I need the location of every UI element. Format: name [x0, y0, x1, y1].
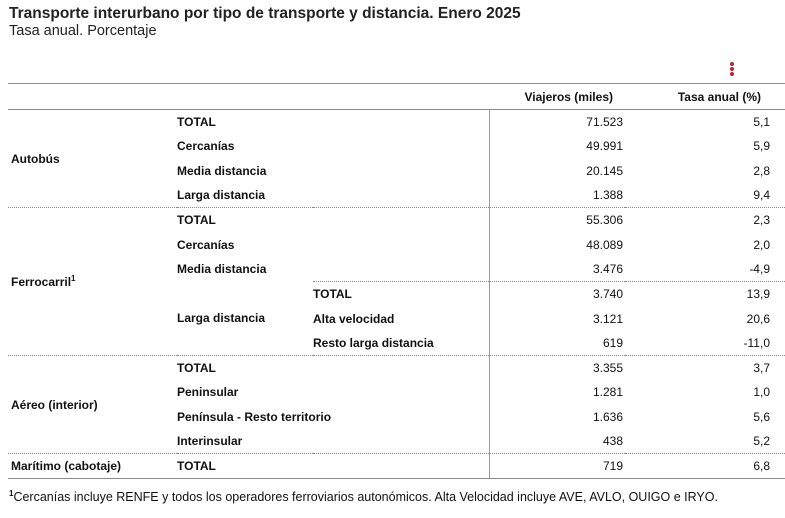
- tasa-value: -11,0: [743, 335, 770, 350]
- tasa-value: 2,8: [753, 163, 770, 178]
- row-label: TOTAL: [177, 115, 216, 130]
- table-row: [8, 355, 785, 380]
- row-label: Peninsular: [177, 385, 239, 400]
- tasa-value: 13,9: [625, 282, 785, 307]
- table-row: [8, 454, 785, 479]
- data-table: [8, 83, 785, 479]
- viajeros-value: 71.523: [489, 110, 625, 135]
- row-label: Cercanías: [177, 237, 235, 252]
- footnote-marker: 1: [9, 489, 14, 498]
- row-label: TOTAL: [177, 454, 489, 479]
- tasa-value: 3,7: [625, 355, 785, 380]
- table-row: [8, 110, 785, 135]
- page-subtitle: Tasa anual. Porcentaje: [9, 23, 157, 39]
- viajeros-value: 49.991: [489, 134, 625, 158]
- footnote: [9, 489, 718, 504]
- viajeros-value: 1.636: [489, 405, 625, 429]
- viajeros-value: 719: [489, 454, 625, 479]
- header-viajeros: Viajeros (miles): [489, 84, 625, 110]
- tasa-value: 1,0: [753, 385, 770, 400]
- table-row: [8, 208, 785, 233]
- viajeros-value: 3.355: [489, 355, 625, 380]
- row-label: TOTAL: [177, 208, 489, 233]
- tasa-value: 2,0: [753, 237, 770, 252]
- viajeros-value: 48.089: [489, 232, 625, 256]
- row-label: Larga distancia: [177, 188, 266, 203]
- header-tasa: Tasa anual (%): [625, 84, 785, 110]
- category-ferrocarril: Ferrocarril$^1$: [8, 208, 177, 356]
- viajeros-value: 438: [489, 429, 625, 454]
- viajeros-value: 20.145: [489, 159, 625, 183]
- more-vertical-icon[interactable]: [726, 60, 738, 78]
- row-label: Resto larga distancia: [313, 335, 434, 350]
- row-label: Cercanías: [177, 139, 235, 154]
- viajeros-value: 3.740: [489, 282, 625, 307]
- tasa-value: 9,4: [753, 188, 770, 203]
- category-maritimo: Marítimo (cabotaje): [8, 454, 177, 479]
- footnote-marker: 1: [71, 274, 76, 284]
- row-label: Alta velocidad: [313, 311, 395, 326]
- tasa-value: 5,2: [753, 434, 770, 448]
- tasa-value: 5,1: [753, 115, 770, 130]
- row-label: Media distancia: [177, 163, 267, 178]
- viajeros-value: 619: [489, 331, 625, 356]
- page-title: Transporte interurbano por tipo de transporte y distancia. Enero 2025: [9, 5, 521, 22]
- row-label: TOTAL: [177, 355, 489, 380]
- tasa-value: -4,9: [749, 261, 770, 276]
- table-header-row: [8, 84, 785, 110]
- footnote-text: Cercanías incluye RENFE y todos los operadores ferroviarios autonómicos. Alta Velocidad incluye AVE, AVLO, OUIGO e IRYO.: [13, 490, 718, 505]
- row-label: Península - Resto territorio: [177, 409, 332, 424]
- row-label: TOTAL: [313, 282, 489, 307]
- viajeros-value: 3.476: [489, 257, 625, 282]
- row-label: Media distancia: [177, 261, 267, 276]
- tasa-value: 6,8: [625, 454, 785, 479]
- viajeros-value: 55.306: [489, 208, 625, 233]
- tasa-value: 5,9: [753, 139, 770, 154]
- tasa-value: 20,6: [746, 311, 770, 326]
- category-aereo: Aéreo (interior): [8, 355, 177, 453]
- row-label: Interinsular: [177, 434, 243, 448]
- tasa-value: 5,6: [753, 409, 770, 424]
- viajeros-value: 1.388: [489, 183, 625, 208]
- viajeros-value: 1.281: [489, 380, 625, 404]
- viajeros-value: 3.121: [489, 306, 625, 330]
- subgroup-larga-distancia: Larga distancia: [177, 311, 266, 326]
- category-autobus: Autobús: [11, 151, 60, 166]
- tasa-value: 2,3: [625, 208, 785, 233]
